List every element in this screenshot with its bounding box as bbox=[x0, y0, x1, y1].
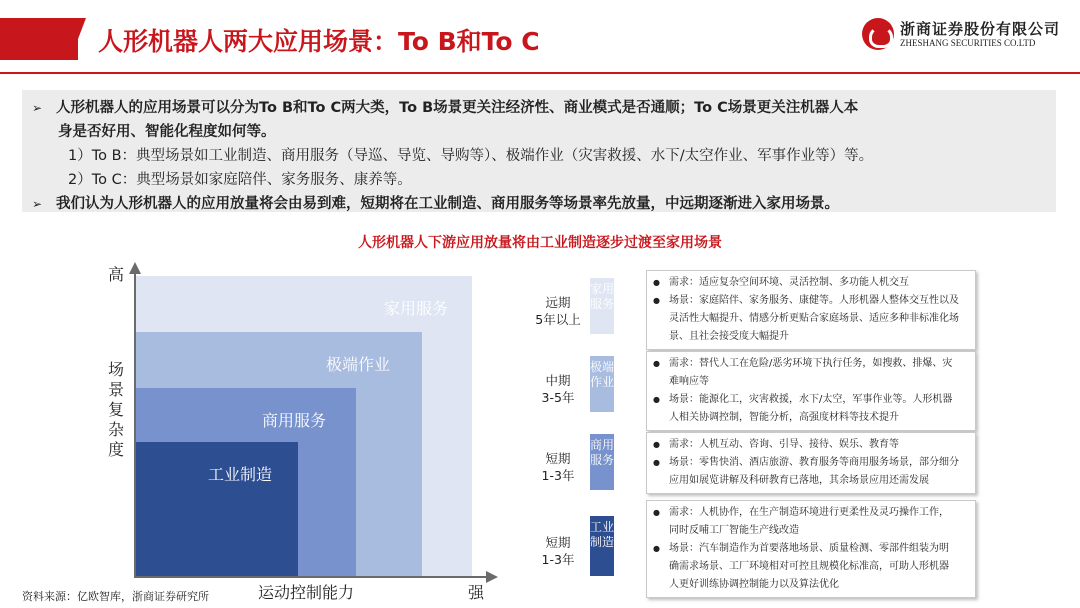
title-accent-block bbox=[0, 18, 78, 60]
summary-text: 我们认为人形机器人的应用放量将会由易到难，短期将在工业制造、商用服务等场景率先放量，中远期逐渐进入家用场景。 bbox=[56, 196, 839, 212]
stage-detail-point bbox=[653, 540, 969, 558]
stage-time-period: 短期 bbox=[545, 535, 571, 550]
x-axis-line bbox=[134, 576, 488, 578]
stage-detail-cont: 人相关协调控制，智能分析，高强度材料等技术提升 bbox=[669, 412, 899, 423]
y-axis-label: 场景复杂度 bbox=[108, 360, 125, 459]
company-name-cn: 浙商证券股份有限公司 bbox=[900, 20, 1061, 38]
stage-detail-point bbox=[653, 355, 969, 373]
stage-detail-point bbox=[653, 454, 969, 472]
stage-time-range: 5年以上 bbox=[535, 312, 581, 327]
stage-detail-point bbox=[653, 292, 969, 310]
stage-time bbox=[520, 534, 596, 568]
stage-detail-text: 场景：家庭陪伴、家务服务、康健等。人形机器人整体交互性以及 bbox=[669, 295, 959, 306]
diagram-title: 人形机器人下游应用放量将由工业制造逐步过渡至家用场景 bbox=[358, 235, 722, 251]
page-title: 人形机器人两大应用场景：To B和To C bbox=[98, 27, 540, 56]
bullet-dot-icon: ● bbox=[653, 395, 660, 404]
stage-tag: 工业制造 bbox=[590, 516, 614, 576]
title-bar bbox=[0, 0, 1080, 78]
stage-time-range: 3-5年 bbox=[541, 390, 575, 405]
title-divider bbox=[0, 72, 1080, 74]
arrow-bullet-icon: ➢ bbox=[32, 101, 43, 115]
bullet-dot-icon: ● bbox=[653, 296, 660, 305]
stage-detail-text: 场景：零售快消、酒店旅游、教育服务等商用服务场景，部分细分 bbox=[669, 457, 959, 468]
bullet-dot-icon: ● bbox=[653, 359, 660, 368]
bullet-dot-icon: ● bbox=[653, 458, 660, 467]
company-logo bbox=[862, 16, 1062, 56]
bullet-dot-icon: ● bbox=[653, 508, 660, 517]
stage-detail-text: 需求：人机协作，在生产制造环境进行更柔性及灵巧操作工作， bbox=[669, 507, 949, 518]
stage-detail-text: 需求：人机互动、咨询、引导、接待、娱乐、教育等 bbox=[669, 439, 899, 450]
stage-time-range: 1-3年 bbox=[541, 468, 575, 483]
y-axis-arrow-icon bbox=[129, 262, 141, 274]
stage-detail-text: 场景：能源化工，灾害救援，水下/太空，军事作业等。人形机器 bbox=[669, 394, 953, 405]
stage-detail-cont: 灵活性大幅提升、情感分析更贴合家庭场景、适应多种非标准化场 bbox=[669, 313, 959, 324]
stage-time-period: 远期 bbox=[545, 295, 571, 310]
stage-time bbox=[520, 372, 596, 406]
title-accent-slant bbox=[70, 18, 86, 60]
stage-time bbox=[520, 450, 596, 484]
stage-tag: 极端作业 bbox=[590, 356, 614, 412]
x-axis-strong-label: 强 bbox=[468, 583, 485, 602]
stage-time-period: 中期 bbox=[545, 373, 571, 388]
y-axis-high-label: 高 bbox=[108, 265, 125, 284]
summary-point-1-cont: 身是否好用、智能化程度如何等。 bbox=[58, 124, 276, 140]
stage-detail-box bbox=[646, 351, 976, 431]
bullet-dot-icon: ● bbox=[653, 440, 660, 449]
stage-tag: 商用服务 bbox=[590, 434, 614, 490]
company-logo-icon bbox=[862, 18, 894, 50]
stage-detail-cont: 应用如展览讲解及科研教育已落地，其余场景应用还需发展 bbox=[669, 475, 929, 486]
block-label-commercial: 商用服务 bbox=[262, 411, 327, 430]
stage-detail-point bbox=[653, 436, 969, 454]
stage-detail-box bbox=[646, 432, 976, 494]
stage-time-range: 1-3年 bbox=[541, 552, 575, 567]
source-note: 资料来源：亿欧智库，浙商证券研究所 bbox=[22, 590, 209, 603]
stage-time bbox=[520, 294, 596, 328]
stage-detail-point bbox=[653, 504, 969, 522]
stage-detail-cont: 难响应等 bbox=[669, 376, 709, 387]
stage-detail-cont: 确需求场景、工厂环境相对可控且规模化标准高，可助人形机器 bbox=[669, 561, 949, 572]
stage-detail-point bbox=[653, 274, 969, 292]
stage-detail-box bbox=[646, 500, 976, 598]
bullet-dot-icon: ● bbox=[653, 278, 660, 287]
stage-detail-text: 场景：汽车制造作为首要落地场景、质量检测、零部件组装为明 bbox=[669, 543, 949, 554]
summary-box bbox=[22, 90, 1056, 212]
summary-point-2 bbox=[32, 192, 1046, 216]
stage-detail-cont: 人更好训练协调控制能力以及算法优化 bbox=[669, 579, 839, 590]
stage-detail-text: 需求：适应复杂空间环境、灵活控制、多功能人机交互 bbox=[669, 277, 909, 288]
arrow-bullet-icon: ➢ bbox=[32, 197, 43, 211]
summary-sub-toc: 2）To C：典型场景如家庭陪伴、家务服务、康养等。 bbox=[68, 172, 412, 188]
block-label-extreme: 极端作业 bbox=[326, 355, 391, 374]
x-axis-arrow-icon bbox=[486, 571, 498, 583]
x-axis-label: 运动控制能力 bbox=[258, 583, 355, 602]
stage-detail-point bbox=[653, 391, 969, 409]
summary-point-1 bbox=[32, 96, 1046, 120]
summary-sub-tob: 1）To B：典型场景如工业制造、商用服务（导巡、导览、导购等）、极端作业（灾害救援、水下/太空作业、军事作业等）等。 bbox=[68, 148, 874, 164]
summary-text: 人形机器人的应用场景可以分为To B和To C两大类，To B场景更关注经济性、商业模式是否通顺；To C场景更关注机器人本 bbox=[56, 100, 859, 116]
bullet-dot-icon: ● bbox=[653, 544, 660, 553]
company-name-en: ZHESHANG SECURITIES CO.LTD bbox=[900, 38, 1036, 48]
block-label-home: 家用服务 bbox=[384, 299, 449, 318]
stage-detail-text: 需求：替代人工在危险/恶劣环境下执行任务，如搜救、排爆、灾 bbox=[669, 358, 953, 369]
stage-detail-cont: 同时反哺工厂智能生产线改造 bbox=[669, 525, 799, 536]
stage-tag: 家用服务 bbox=[590, 278, 614, 334]
stage-detail-box bbox=[646, 270, 976, 350]
block-label-industrial: 工业制造 bbox=[208, 465, 273, 484]
y-axis-line bbox=[134, 274, 136, 578]
stage-time-period: 短期 bbox=[545, 451, 571, 466]
stage-detail-cont: 景、且社会接受度大幅提升 bbox=[669, 331, 789, 342]
